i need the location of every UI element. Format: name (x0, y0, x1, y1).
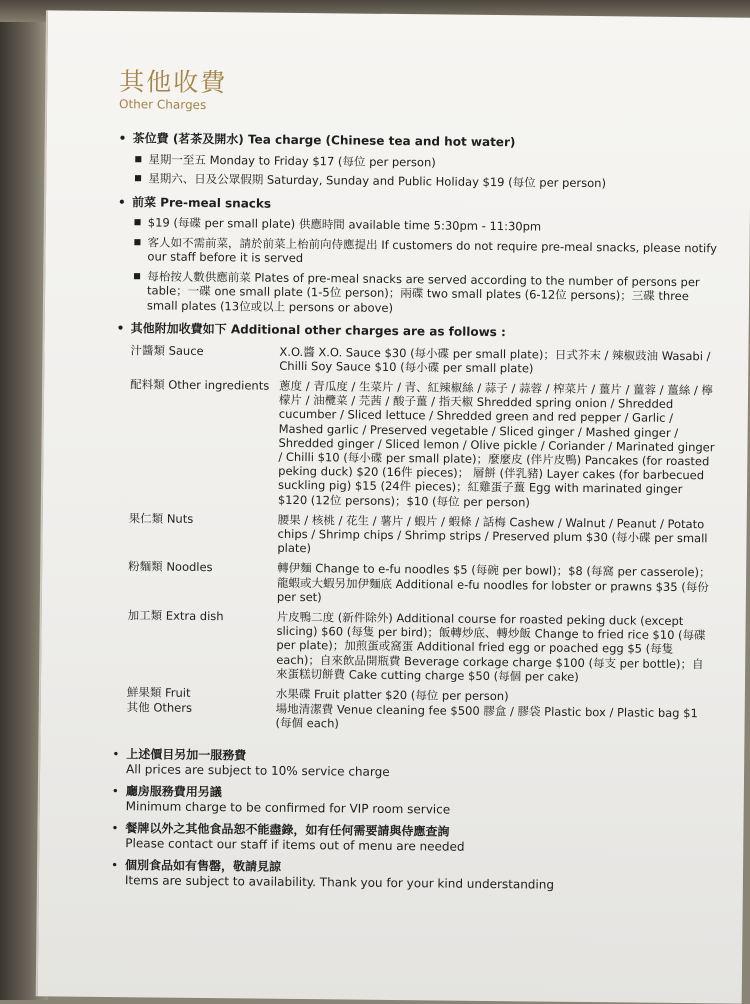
additional-charges-table (127, 343, 717, 735)
charge-category: 鮮果類 Fruit (126, 685, 191, 700)
note-service-charge (112, 747, 712, 784)
premeal-decline-text: 客人如不需前菜，請於前菜上枱前向侍應提出 If customers do not require pre-meal snacks, please notify our staff before it is served (147, 234, 718, 266)
note-vip-room (112, 784, 712, 821)
bullet-icon: • (116, 321, 125, 336)
charge-row-noodles (128, 560, 714, 609)
page-title-zh: 其他收費 (119, 67, 228, 98)
additional-heading (117, 321, 717, 343)
note-en: Please contact our staff if items out of menu are needed (125, 836, 465, 854)
charge-detail: 水果碟 Fruit platter $20 (每位 per person) (275, 686, 509, 704)
menu-content (111, 67, 720, 901)
bullet-icon: • (111, 783, 120, 798)
bullet-icon: • (111, 857, 119, 872)
tea-charge-heading-text: 茶位費 (茗茶及開水) Tea charge (Chinese tea and hot water) (132, 131, 516, 150)
tea-weekday-text: 星期一至五 Monday to Friday $17 (每位 per person) (148, 151, 436, 169)
charge-detail: 腰果 / 核桃 / 花生 / 薯片 / 蝦片 / 蝦條 / 話梅 Cashew / Walnut / Peanut / Potato chips / Shrimp chips / Shrimp strips / Preserved plum $30 (每小碟 per small plate) (277, 512, 708, 556)
bullet-icon: • (111, 820, 119, 835)
square-bullet-icon: ■ (133, 236, 142, 246)
charge-category: 粉麵類 Noodles (128, 559, 213, 575)
tea-charge-item (118, 152, 718, 173)
square-bullet-icon: ■ (134, 173, 142, 183)
charge-row-extra-dish (127, 608, 714, 685)
premeal-plates-text: 每枱按人數供應前菜 Plates of pre-meal snacks are served according to the number of persons per table；一碟 one small plate (1-5位 person)；兩碟 two small plates (6-12位 persons)；三碟 three small plates (13位或以上 persons or above) (146, 268, 700, 315)
tea-charge-item (118, 171, 718, 192)
page-title-en: Other Charges (118, 97, 207, 112)
premeal-heading (118, 195, 718, 217)
note-zh: 上述價目另加一服務費 (126, 746, 247, 763)
square-bullet-icon: ■ (133, 217, 142, 227)
premeal-item (117, 269, 717, 319)
note-availability (111, 858, 711, 895)
tea-charge-heading (119, 131, 719, 153)
charge-category: 加工類 Extra dish (127, 608, 224, 624)
charge-detail: 蔥度 / 青瓜度 / 生菜片 / 青、紅辣椒絲 / 蒜子 / 蒜蓉 / 榨菜片 / 薑片 / 薑蓉 / 薑絲 / 檸檬片 / 油欖菜 / 芫茜 / 酸子薑 / 指天椒 Shredded spring onion / Shredded cucumber / Sliced lettuce / Shredded green and red pepper / Garlic / Mashed garlic / Preserved vegetable / Sliced ginger / Mashed ginger / Shredded ginger / Sliced lemon / Olive pickle / Coriander / Marinated ginger / Chilli $10 (每小碟 per small plate)；麼麼皮 (伴片皮鴨) Pancakes (for roasted peking duck) $20 (16件 pieces)； 層餅 (伴乳豬) Layer cakes (for barbecued suckling pig) $15 (24件 pieces)；紅雞蛋子薑 Egg with marinated ginger $120 (12位 persons)；$10 (每位 per person) (277, 378, 715, 509)
premeal-price-text: $19 (每碟 per small plate) 供應時間 available time 5:30pm - 11:30pm (147, 215, 542, 234)
charges-list (113, 131, 719, 735)
charge-detail: 轉伊麵 Change to e-fu noodles $5 (每碗 per bowl)；$8 (每窩 per casserole)；龍蝦或大蝦另加伊麵底 Additional e-fu noodles for lobster or prawns $35 (每份 per set) (276, 561, 711, 604)
charge-detail: 場地清潔費 Venue cleaning fee $500 膠盒 / 膠袋 Plastic box / Plastic bag $1 (每個 each) (275, 701, 698, 731)
charge-category: 果仁類 Nuts (128, 510, 194, 526)
note-other-items (111, 821, 711, 858)
charge-category: 其他 Others (126, 700, 193, 716)
charge-row-nuts (128, 511, 714, 560)
additional-heading-text: 其他附加收費如下 Additional other charges are as follows : (130, 321, 506, 340)
premeal-item (117, 235, 717, 270)
bullet-icon: • (117, 194, 126, 209)
charge-category: 配料類 Other ingredients (130, 377, 270, 393)
square-bullet-icon: ■ (134, 153, 143, 163)
tea-weekend-text: 星期六、日及公眾假期 Saturday, Sunday and Public Holiday $19 (每位 per person) (148, 171, 607, 191)
bullet-icon: • (118, 131, 127, 146)
note-zh: 廳房服務費用另議 (125, 783, 222, 799)
charge-detail: X.O.醬 X.O. Sauce $30 (每小碟 per small plate)；日式芥末 / 辣椒豉油 Wasabi / Chilli Soy Sauce $10 (每小碟 per small plate) (279, 344, 711, 376)
note-zh: 餐牌以外之其他食品恕不能盡錄，如有任何需要請與侍應查詢 (125, 820, 450, 839)
charge-row-sauce (130, 343, 716, 378)
charge-row-others (127, 700, 713, 735)
charge-category: 汁醬類 Sauce (130, 342, 204, 358)
square-bullet-icon: ■ (133, 270, 141, 280)
charge-row-ingredients (129, 377, 716, 511)
menu-page (36, 10, 750, 1003)
note-zh: 個別食品如有售罄，敬請見諒 (125, 857, 282, 874)
premeal-item (118, 215, 718, 236)
notes-list (111, 747, 712, 895)
bullet-icon: • (112, 746, 120, 761)
premeal-heading-text: 前菜 Pre-meal snacks (131, 194, 272, 211)
note-en: Items are subject to availability. Thank you for your kind understanding (124, 873, 555, 892)
charge-detail: 片皮鴨二度 (新件除外) Additional course for roasted peking duck (except slicing) $60 (每隻 per bird)；飯轉炒底、轉炒飯 Change to fried rice $10 (每碟 per plate)；加煎蛋或窩蛋 Additional fried egg or poached egg $5 (每隻 each)；自來飲品開瓶費 Beverage corkage charge $100 (每支 per bottle)；自來蛋糕切餅費 Cake cutting charge $50 (每個 per cake) (276, 609, 706, 684)
note-en: All prices are subject to 10% service charge (126, 762, 390, 780)
note-en: Minimum charge to be confirmed for VIP room service (125, 799, 451, 817)
